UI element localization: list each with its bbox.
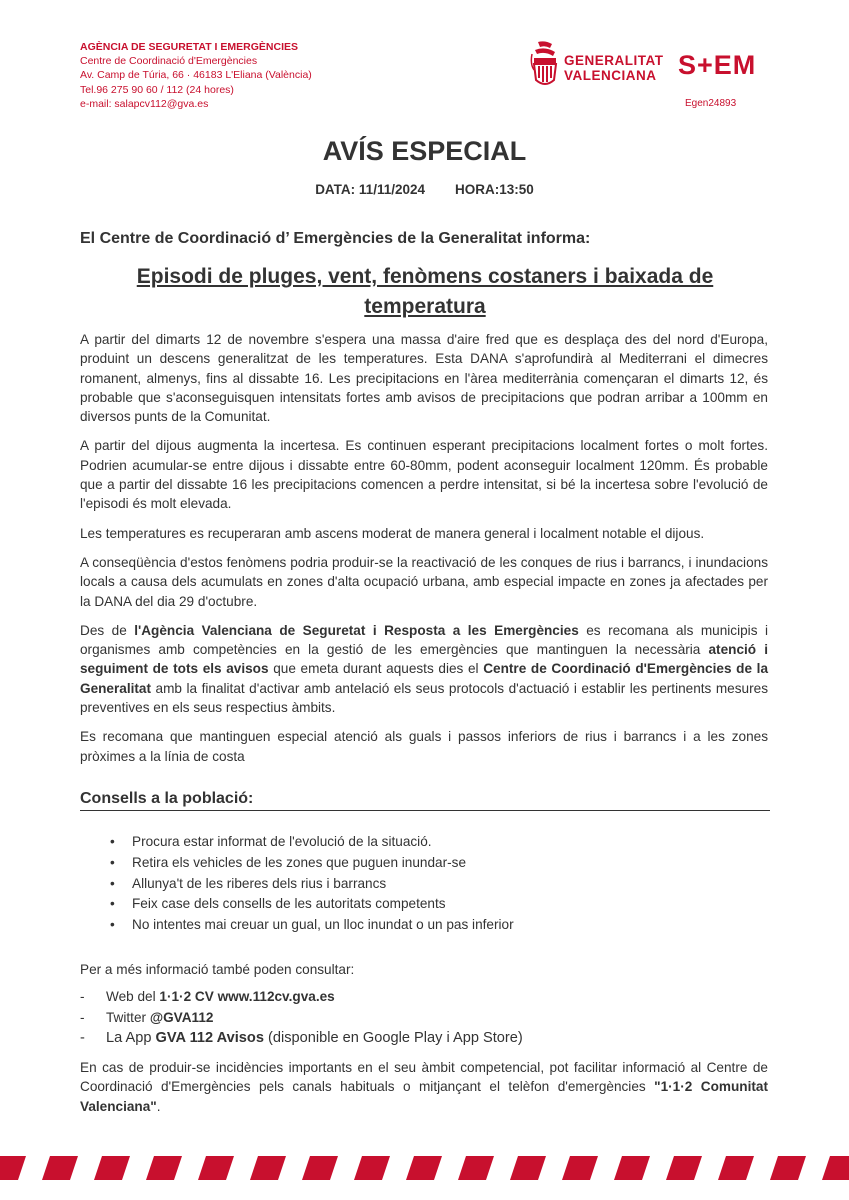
- app-link[interactable]: - La App GVA 112 Avisos (disponible en Google Play i App Store): [80, 1030, 523, 1046]
- stripe: [666, 1156, 702, 1180]
- paragraph-3: Les temperatures es recuperaran amb ascens moderat de manera general i localment notable el dijous.: [80, 525, 705, 541]
- info-links: [80, 987, 523, 1049]
- body-text: [80, 330, 768, 776]
- stripe: [562, 1156, 598, 1180]
- list-item: • Retira els vehicles de les zones que puguen inundar-se: [110, 853, 514, 874]
- list-item: • No intentes mai creuar un gual, un lloc inundat o un pas inferior: [110, 915, 514, 936]
- dateline: [0, 182, 849, 197]
- bullet-icon: •: [110, 875, 115, 891]
- paragraph-6: Es recomana que mantinguen especial atenció als guals i passos inferiors de rius i barrancs i a les zones pròximes a la línia de costa: [80, 729, 768, 764]
- consells-heading: Consells a la població:: [80, 790, 770, 811]
- web-link[interactable]: - Web del 1·1·2 CV www.112cv.gva.es: [80, 989, 335, 1004]
- agency-header: [80, 40, 312, 111]
- generalitat-wordmark: GENERALITAT VALENCIANA: [564, 53, 664, 83]
- stripe: [614, 1156, 650, 1180]
- closing-paragraph: En cas de produir-se incidències importants en el seu àmbit competencial, pot facilitar informació al Centre de Coordinació d'Emergències pels canals habituals o mitjançant el telèfon d'emergències "1·1·2 Comunitat Valenciana".: [80, 1060, 768, 1114]
- document-code: Egen24893: [685, 98, 737, 109]
- bullet-icon: •: [110, 917, 115, 933]
- page-title: AVÍS ESPECIAL: [322, 136, 527, 166]
- footer-stripes: [0, 1156, 849, 1180]
- stripe: [406, 1156, 442, 1180]
- stripe: [718, 1156, 754, 1180]
- intro-heading: El Centre de Coordinació d’ Emergències de la Generalitat informa:: [80, 230, 591, 247]
- list-item: • Procura estar informat de l'evolució de la situació.: [110, 832, 514, 853]
- stripe: [770, 1156, 806, 1180]
- bullet-icon: •: [110, 854, 115, 870]
- stripe: [0, 1156, 26, 1180]
- list-item: • Feix case dels consells de les autoritats competents: [110, 894, 514, 915]
- phone: Tel.96 275 90 60 / 112 (24 hores): [80, 83, 234, 96]
- stripe: [94, 1156, 130, 1180]
- time: HORA:13:50: [455, 182, 534, 197]
- stripe: [250, 1156, 286, 1180]
- consells-list: [110, 832, 514, 936]
- center-name: Centre de Coordinació d'Emergències: [80, 55, 258, 68]
- date: DATA: 11/11/2024: [315, 182, 426, 197]
- more-info: Per a més informació també poden consultar:: [80, 962, 355, 977]
- stripe: [458, 1156, 494, 1180]
- address: Av. Camp de Túria, 66 · 46183 L'Eliana (València): [80, 69, 312, 82]
- list-item: • Allunya't de les riberes dels rius i barrancs: [110, 874, 514, 895]
- stripe: [198, 1156, 234, 1180]
- paragraph-2: A partir del dijous augmenta la incertesa. Es continuen esperant precipitacions localment fortes o molt fortes. Podrien acumular-se entre dijous i dissabte entre 60-80mm, podent aconseguir localment 120mm. És probable que a partir del dissabte 16 les precipitacions comencen a perdre intensitat, si bé la incertesa sobre l'evolució de l'episodi és molt elevada.: [80, 438, 768, 512]
- twitter-link[interactable]: - Twitter @GVA112: [80, 1009, 214, 1025]
- paragraph-1: A partir del dimarts 12 de novembre s'espera una massa d'aire fred que es desplaça des del nord d'Europa, produint un descens generalitzat de les temperatures. Esta DANA s'aprofundirà al Mediterrani el dimecres romanent, almenys, fins al dissabte 16. Les precipitacions en l'àrea mediterrània començaran el dimarts 12, és probable que s'aconseguisquen intensitats fortes amb avisos de precipitacions que podran arribar a 100mm en diversos punts de la Comunitat.: [80, 332, 768, 425]
- paragraph-4: A conseqüència d'estos fenòmens podria produir-se la reactivació de les conques de rius i barrancs, i inundacions locals a causa dels acumulats en zones d'alta ocupació urbana, amb especial impacte en zones ja afectades per la DANA del dia 29 d'octubre.: [80, 554, 768, 609]
- agency-name: AGÈNCIA DE SEGURETAT I EMERGÈNCIES: [80, 41, 298, 53]
- bullet-icon: •: [110, 834, 115, 849]
- stripe: [42, 1156, 78, 1180]
- email: e-mail: salapcv112@gva.es: [80, 97, 209, 110]
- stripe: [510, 1156, 546, 1180]
- paragraph-5: Des de l'Agència Valenciana de Seguretat i Resposta a les Emergències es recomana als municipis i organismes amb competències en la gestió de les emergències que mantinguen la necessària atenció i seguiment de tots els avisos que emeta durant aquests dies el Centre de Coordinació d'Emergències de la Generalitat amb la finalitat d'activar amb antelació els seus protocols d'actuació i establir les pertinents mesures preventives en els seus respectius àmbits.: [80, 622, 768, 716]
- stripe: [302, 1156, 338, 1180]
- stripe: [822, 1156, 849, 1180]
- generalitat-crest-icon: [530, 40, 560, 90]
- stripe: [354, 1156, 390, 1180]
- sem-logo: S+EM: [678, 50, 757, 80]
- stripe: [146, 1156, 182, 1180]
- episode-title: Episodi de pluges, vent, fenòmens costaners i baixada de temperatura: [136, 265, 714, 318]
- bullet-icon: •: [110, 896, 115, 912]
